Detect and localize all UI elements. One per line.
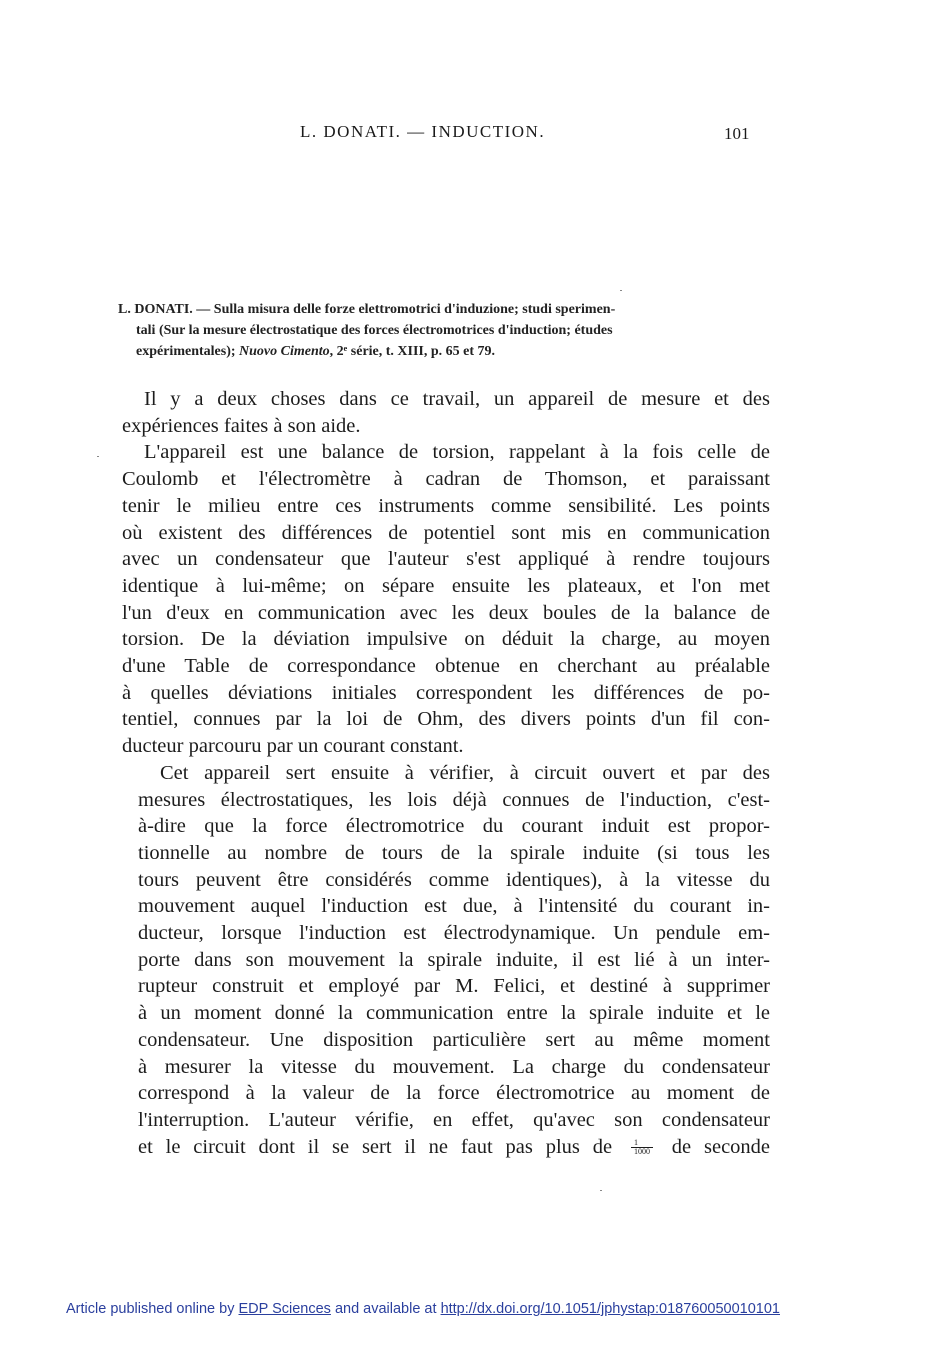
- text-line: ducteur parcouru par un courant constant.: [122, 735, 464, 758]
- text-line: rupteur construit et employé par M. Felici, et destiné à supprimer: [138, 975, 770, 998]
- text-line: à-dire que la force électromotrice du courant induit est propor-: [138, 815, 770, 838]
- text-line: mesures électrostatiques, les lois déjà connues de l'induction, c'est-: [138, 788, 770, 811]
- citation-details: , 2ᵉ série, t. XIII, p. 65 et 79.: [329, 344, 496, 359]
- reference-line: L. DONATI. — Sulla misura delle forze elettromotrici d'induzione; studi sperimen-: [118, 302, 616, 317]
- running-head: [0, 122, 930, 148]
- text-line: Cet appareil sert ensuite à vérifier, à circuit ouvert et par des: [160, 761, 770, 784]
- text-line: Il y a deux choses dans ce travail, un appareil de mesure et des: [144, 388, 770, 410]
- text-fragment: de seconde: [671, 1135, 771, 1158]
- fraction-numerator: 1: [631, 1139, 653, 1148]
- footer-prefix: Article published online by: [66, 1301, 239, 1317]
- text-line: porte dans son mouvement la spirale induite, il est lié à un inter-: [138, 948, 770, 971]
- text-line: expériences faites à son aide.: [122, 414, 361, 437]
- paragraph-3: [138, 760, 770, 1161]
- text-line: mouvement auquel l'induction est due, à l'intensité du courant in-: [138, 895, 770, 918]
- text-line: à un moment donné la communication entre la spirale induite et le: [138, 1002, 770, 1025]
- reference-line: tali (Sur la mesure électrostatique des forces électromotrices d'induction; études: [136, 323, 613, 338]
- text-line: ducteur, lorsque l'induction est électrodynamique. Un pendule em-: [138, 922, 770, 945]
- publication-footer: [66, 1301, 780, 1317]
- reference-line-text: expérimentales);: [136, 344, 240, 359]
- text-line: à quelles déviations initiales correspondent les différences de po-: [122, 681, 770, 704]
- text-line: Coulomb et l'électromètre à cadran de Thomson, et paraissant: [122, 468, 770, 491]
- paragraph-2: [122, 439, 770, 759]
- article-body: [122, 386, 770, 1160]
- print-speck: [620, 290, 622, 291]
- fraction: [631, 1139, 653, 1156]
- text-line: avec un condensateur que l'auteur s'est appliqué à rendre toujours: [122, 548, 770, 571]
- page-number: 101: [724, 124, 750, 143]
- text-line: torsion. De la déviation impulsive on déduit la charge, au moyen: [122, 628, 770, 651]
- text-line: à mesurer la vitesse du mouvement. La charge du condensateur: [138, 1055, 770, 1078]
- text-line: l'un d'eux en communication avec les deux boules de la balance de: [122, 601, 770, 624]
- text-line: tours peuvent être considérés comme identiques), à la vitesse du: [138, 868, 770, 891]
- fraction-denominator: 1000: [633, 1147, 650, 1157]
- reference-line: [118, 341, 761, 362]
- text-line: où existent des différences de potentiel sont mis en communication: [122, 521, 770, 544]
- text-line: tentiel, connues par la loi de Ohm, des divers points d'un fil con-: [122, 708, 770, 731]
- text-line: tenir le milieu entre ces instruments comme sensibilité. Les points: [122, 494, 770, 517]
- text-line: tionnelle au nombre de tours de la spirale induite (si tous les: [138, 841, 770, 864]
- journal-title: Nuovo Cimento: [239, 344, 330, 359]
- text-line: L'appareil est une balance de torsion, rappelant à la fois celle de: [144, 441, 770, 464]
- text-line: correspond à la valeur de la force électromotrice au moment de: [138, 1082, 770, 1105]
- publisher-link[interactable]: EDP Sciences: [238, 1301, 331, 1317]
- doi-link[interactable]: http://dx.doi.org/10.1051/jphystap:018760050010101: [440, 1301, 780, 1317]
- paragraph-1: [122, 386, 770, 439]
- text-line: condensateur. Une disposition particulière sert au même moment: [138, 1028, 770, 1051]
- text-line: [138, 1134, 770, 1161]
- print-speck: [97, 456, 99, 457]
- text-fragment: et le circuit dont il se sert il ne faut pas plus de: [138, 1135, 613, 1158]
- text-line: d'une Table de correspondance obtenue en cherchant au préalable: [122, 655, 770, 678]
- text-line: l'interruption. L'auteur vérifie, en effet, qu'avec son condensateur: [138, 1108, 770, 1131]
- bibliographic-reference: [118, 299, 761, 362]
- footer-middle: and available at: [330, 1301, 441, 1317]
- print-speck: [600, 1190, 602, 1191]
- text-line: identique à lui-même; on sépare ensuite les plateaux, et l'on met: [122, 574, 770, 597]
- running-title: L. DONATI. — INDUCTION.: [300, 122, 546, 141]
